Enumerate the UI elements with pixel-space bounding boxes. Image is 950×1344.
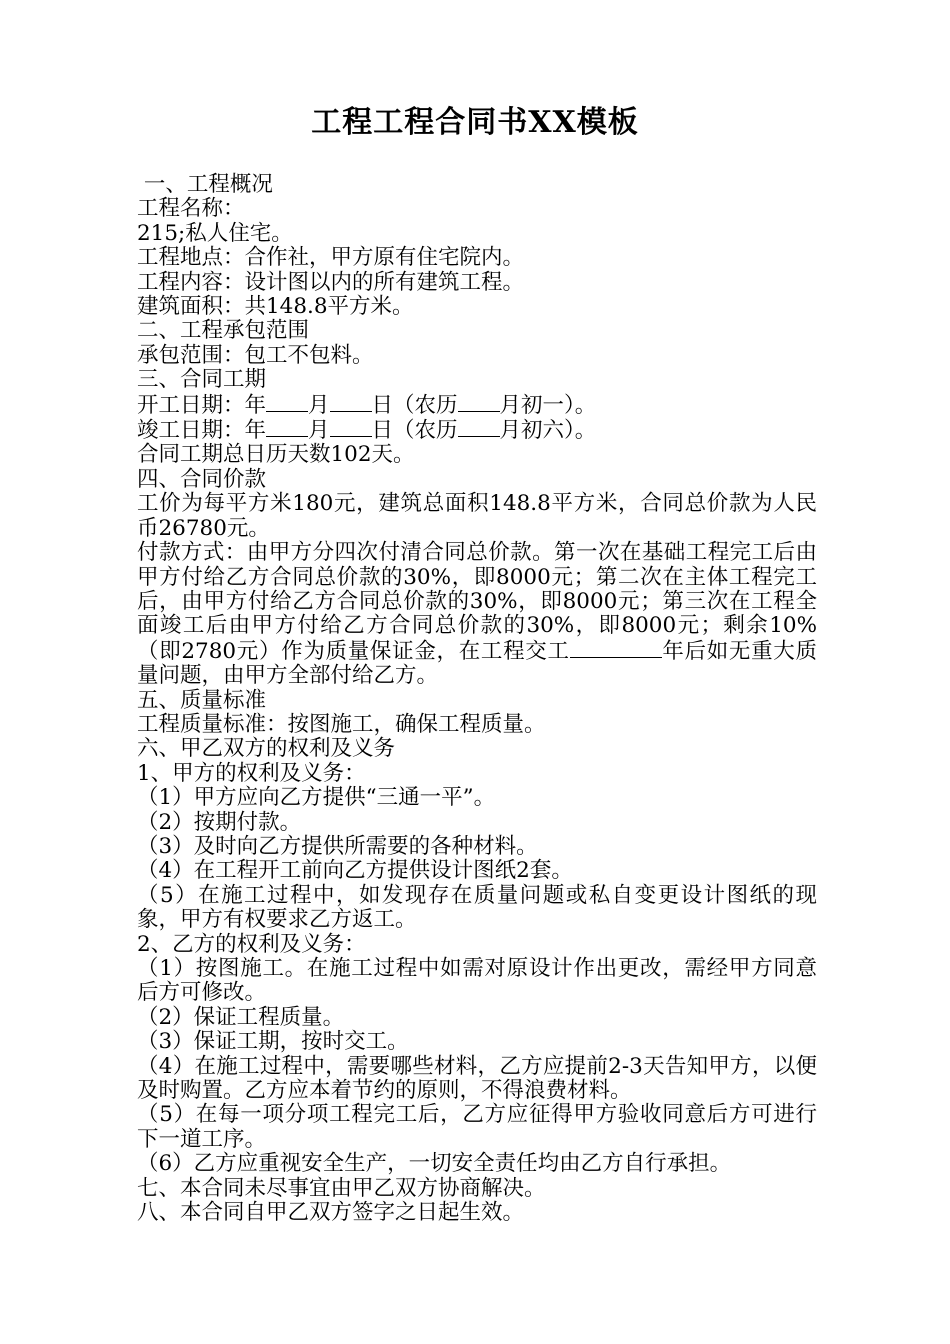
project-name-label: 工程名称： [137,196,245,222]
party-a-item: （1）甲方应向乙方提供“三通一平”。 [137,785,496,811]
quality-standard: 工程质量标准：按图施工，确保工程质量。 [137,711,546,737]
party-b-heading: 2、乙方的权利及义务： [137,931,366,957]
fill-in-blank [266,418,308,437]
party-a-heading: 1、甲方的权利及义务： [137,760,366,786]
end-date-line [137,418,817,443]
price-paragraph: 工价为每平方米180元，建筑总面积148.8平方米，合同总价款为人民币26780元。 [137,491,817,541]
section-heading-rights: 六、甲乙双方的权利及义务 [137,736,396,762]
start-date-text-1: 开工日期：年 [137,392,267,418]
total-duration: 合同工期总日历天数102天。 [137,442,415,468]
start-date-text-4: 月初一）。 [499,392,597,418]
fill-in-blank [458,393,500,412]
section-heading-duration: 三、合同工期 [137,367,267,393]
document-title: 工程工程合同书XX模板 [311,105,639,140]
party-b-item: （3）保证工期，按时交工。 [137,1029,409,1055]
party-b-item: （1）按图施工。在施工过程中如需对原设计作出更改，需经甲方同意后方可修改。 [137,956,817,1006]
document-body [137,173,817,1225]
party-a-item: （2）按期付款。 [137,809,302,835]
party-a-item: （4）在工程开工前向乙方提供设计图纸2套。 [137,858,573,884]
party-a-item: （3）及时向乙方提供所需要的各种材料。 [137,833,538,859]
payment-text-2: 年后如无重大质量问题，由甲方全部付给乙方。 [137,638,817,689]
building-area: 建筑面积：共148.8平方米。 [137,294,414,320]
party-b-item: （4）在施工过程中，需要哪些材料，乙方应提前2-3天告知甲方，以便及时购置。乙方应本着节约的原则，不得浪费材料。 [137,1053,817,1104]
project-name-value: 215;私人住宅。 [137,220,293,246]
end-date-text-3: 日（农历 [371,418,458,444]
start-date-line [137,393,817,418]
section-seven: 七、本合同未尽事宜由甲乙双方协商解决。 [137,1175,546,1201]
section-heading-price: 四、合同价款 [137,466,267,492]
start-date-text-3: 日（农历 [371,392,458,418]
fill-in-blank [330,418,372,437]
contract-range: 承包范围：包工不包料。 [137,342,374,368]
party-b-item: （5）在每一项分项工程完工后，乙方应征得甲方验收同意后方可进行下一道工序。 [137,1102,817,1152]
party-b-item: （6）乙方应重视安全生产，一切安全责任均由乙方自行承担。 [137,1151,732,1177]
end-date-text-2: 月 [308,418,330,444]
fill-in-blank [570,639,662,658]
section-heading-overview: 一、工程概况 [137,172,273,197]
start-date-text-2: 月 [308,392,330,418]
party-a-item: （5）在施工过程中，如发现存在质量问题或私自变更设计图纸的现象，甲方有权要求乙方返工。 [137,882,817,933]
end-date-text-4: 月初六）。 [499,418,597,444]
end-date-text-1: 竣工日期：年 [137,418,267,444]
project-content: 工程内容：设计图以内的所有建筑工程。 [137,269,525,295]
section-eight: 八、本合同自甲乙双方签字之日起生效。 [137,1200,525,1226]
fill-in-blank [330,393,372,412]
section-heading-scope: 二、工程承包范围 [137,318,310,344]
payment-text-1: 付款方式：由甲方分四次付清合同总价款。第一次在基础工程完工后由甲方付给乙方合同总价款的30%，即8000元；第二次在主体工程完工后，由甲方付给乙方合同总价款的30%，即8000元；第三次在工程全面竣工后由甲方付给乙方合同总价款的30%，即8000元；剩余10%（即2780元）作为质量保证金，在工程交工 [137,540,817,664]
fill-in-blank [266,393,308,412]
payment-paragraph [137,541,817,688]
project-location: 工程地点：合作社，甲方原有住宅院内。 [137,245,525,271]
section-heading-quality: 五、质量标准 [137,687,267,713]
party-b-item: （2）保证工程质量。 [137,1004,345,1030]
fill-in-blank [458,418,500,437]
